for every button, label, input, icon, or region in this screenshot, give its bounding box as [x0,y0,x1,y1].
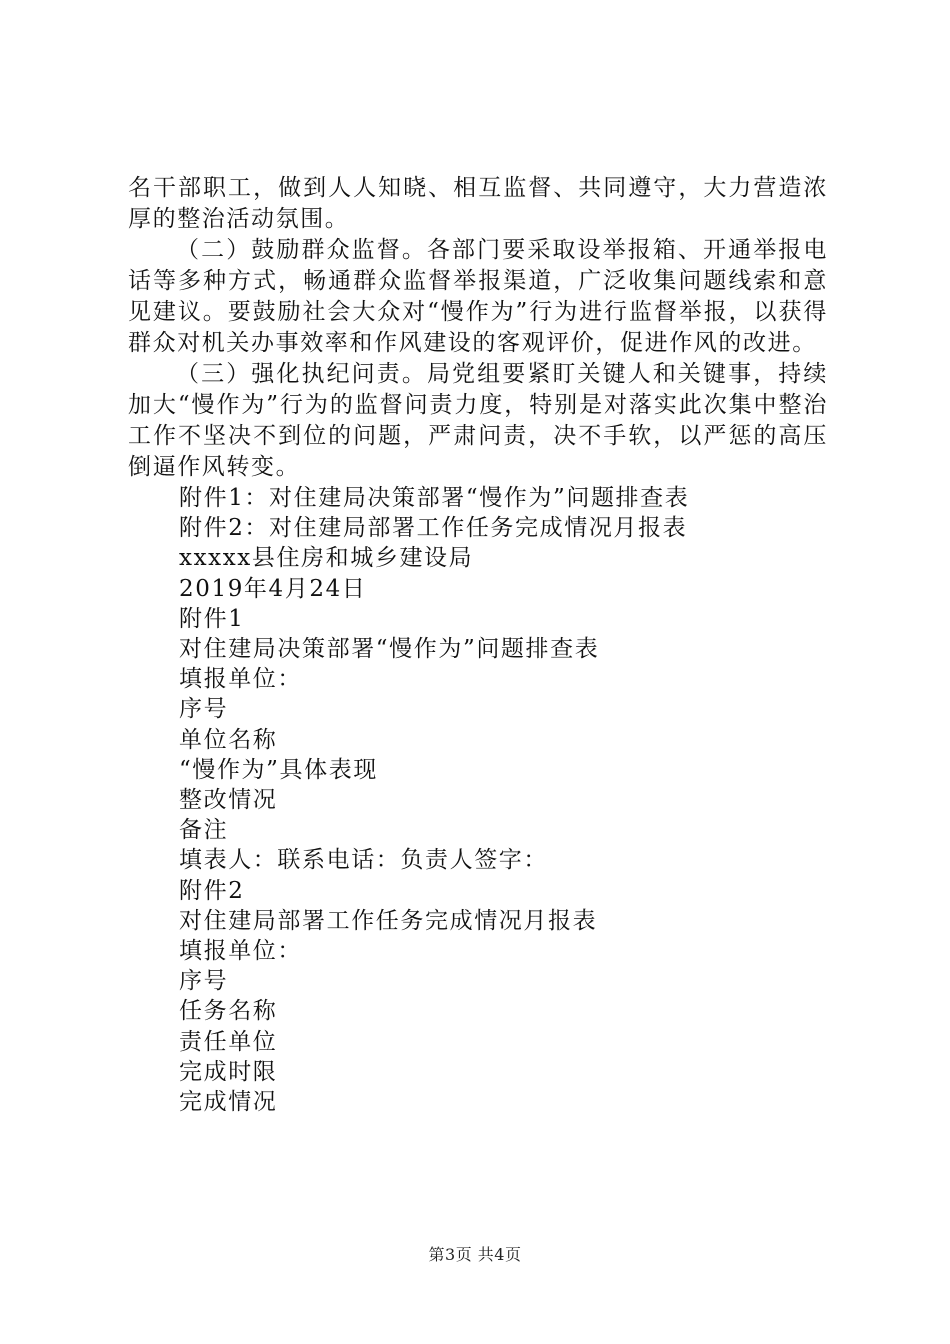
attachment-1-title: 对住建局决策部署“慢作为”问题排查表 [179,636,600,663]
attachment-1-reporting-unit: 填报单位： [179,666,302,693]
page-number-footer: 第3页 共4页 [428,1245,522,1264]
attachment-1-reference: 附件1：对住建局决策部署“慢作为”问题排查表 [179,485,690,511]
attachment-2-column-responsible-unit: 责任单位 [179,1028,278,1055]
paragraph-public-supervision: （二）鼓励群众监督。各部门要采取设举报箱、开通举报电话等多种方式，畅通群众监督举报渠道，广泛收集问题线索和意见建议。要鼓励社会大众对“慢作为”行为进行监督举报，以获得群众对机关办事效率和作风建设的客观评价，促进作风的改进。 [128,237,828,356]
attachment-2-column-status: 完成情况 [179,1089,278,1116]
attachment-2-title: 对住建局部署工作任务完成情况月报表 [179,907,598,934]
document-body [128,173,828,1117]
attachment-1-signature-line: 填表人：联系电话：负责人签字： [179,847,548,874]
attachment-1-column-remarks: 备注 [179,817,229,844]
attachment-1-column-manifestation: “慢作为”具体表现 [179,756,378,783]
attachment-2-reference: 附件2：对住建局部署工作任务完成情况月报表 [179,515,688,542]
attachment-1-column-rectification: 整改情况 [179,787,278,814]
attachment-2-heading: 附件2 [179,877,245,904]
attachment-2-column-number: 序号 [179,968,229,995]
attachment-1-column-unit-name: 单位名称 [179,726,278,753]
paragraph-continuation: 名干部职工，做到人人知晓、相互监督、共同遵守，大力营造浓厚的整治活动氛围。 [128,175,828,232]
issue-date: 2019年4月24日 [179,575,367,602]
attachment-1-heading: 附件1 [179,605,245,632]
attachment-1-column-number: 序号 [179,696,229,723]
paragraph-accountability: （三）强化执纪问责。局党组要紧盯关键人和关键事，持续加大“慢作为”行为的监督问责力度，特别是对落实此次集中整治工作不坚决不到位的问题，严肃问责，决不手软，以严惩的高压倒逼作风转变。 [128,361,828,480]
attachment-2-column-task-name: 任务名称 [179,998,278,1025]
attachment-2-reporting-unit: 填报单位： [179,938,302,965]
attachment-2-column-deadline: 完成时限 [179,1058,278,1085]
issuing-organization: xxxxx县住房和城乡建设局 [179,545,474,572]
